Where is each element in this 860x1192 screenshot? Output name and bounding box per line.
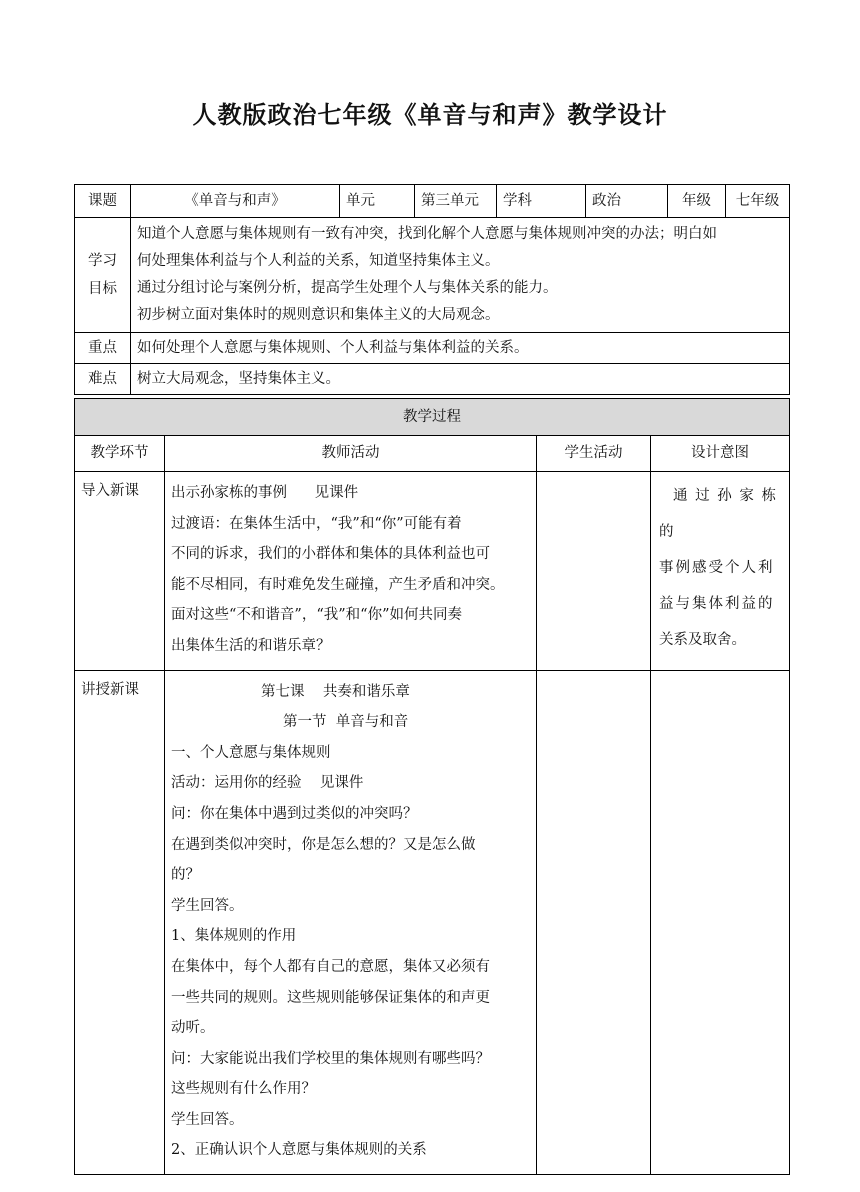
topic-label: 课题: [75, 185, 131, 218]
activity-line: 出示孙家栋的事例 见课件: [171, 485, 359, 501]
teacher-activity-intro: [165, 472, 537, 671]
activity-line: 活动：运用你的经验 见课件: [171, 775, 364, 792]
header-teacher-activity: 教师活动: [165, 436, 537, 472]
intent-line: 关系及取舍。: [659, 632, 746, 648]
header-stage: 教学环节: [75, 436, 165, 472]
grade-value: 七年级: [726, 185, 790, 218]
section-heading: 第一节 单音与和音: [283, 714, 409, 731]
document-title: 人教版政治七年级《单音与和声》教学设计: [192, 101, 668, 129]
grade-label: 年级: [668, 185, 726, 218]
activity-line: 一些共同的规则。这些规则能够保证集体的和声更: [171, 989, 490, 1006]
goal-line: 通过分组讨论与案例分析，提高学生处理个人与集体关系的能力。: [137, 280, 558, 296]
activity-line: 面对这些“不和谐音”，“我”和“你”如何共同奏: [171, 607, 462, 624]
student-activity-lecture: [537, 670, 651, 1175]
activity-line: 2、正确认识个人意愿与集体规则的关系: [171, 1142, 427, 1159]
goal-line: 何处理集体利益与个人利益的关系，知道坚持集体主义。: [137, 253, 500, 269]
activity-line: 学生回答。: [171, 897, 244, 914]
intent-line: 事例感受个人利: [659, 560, 775, 576]
student-activity-intro: [537, 472, 651, 671]
design-intent-lecture: [651, 670, 790, 1175]
goals-content: [131, 218, 790, 333]
lesson-info-table: [74, 184, 790, 395]
teaching-process-table: [74, 398, 790, 1175]
subject-value: 政治: [586, 185, 668, 218]
activity-line: 过渡语：在集体生活中，“我”和“你”可能有着: [171, 515, 462, 532]
stage-intro: 导入新课: [75, 472, 165, 671]
goal-line: 知道个人意愿与集体规则有一致有冲突，找到化解个人意愿与集体规则冲突的办法；明白如: [137, 226, 717, 242]
activity-line: 学生回答。: [171, 1111, 244, 1128]
goal-line: 初步树立面对集体时的规则意识和集体主义的大局观念。: [137, 307, 500, 323]
unit-label: 单元: [340, 185, 415, 218]
goals-label-line-2: 目标: [88, 281, 117, 297]
activity-line: 问：你在集体中遇到过类似的冲突吗？: [171, 805, 418, 822]
activity-line: 能不尽相同，有时难免发生碰撞，产生矛盾和冲突。: [171, 576, 505, 593]
activity-line: 在集体中，每个人都有自己的意愿，集体又必须有: [171, 958, 490, 975]
activity-line: 动听。: [171, 1020, 215, 1037]
goals-label: [75, 218, 131, 333]
activity-line: 1、集体规则的作用: [171, 928, 297, 945]
difficulty-point: 树立大局观念，坚持集体主义。: [131, 364, 790, 395]
key-label: 重点: [75, 333, 131, 364]
lecture-row: [75, 670, 790, 1175]
header-student-activity: 学生活动: [537, 436, 651, 472]
activity-line: 出集体生活的和谐乐章？: [171, 637, 331, 654]
difficulty-label: 难点: [75, 364, 131, 395]
intent-line: 通过孙家栋的: [659, 488, 781, 540]
goals-label-line-1: 学习: [88, 253, 117, 269]
key-point: 如何处理个人意愿与集体规则、个人利益与集体利益的关系。: [131, 333, 790, 364]
activity-line: 一、个人意愿与集体规则: [171, 744, 331, 761]
lesson-heading: 第七课 共奏和谐乐章: [261, 683, 410, 700]
teacher-activity-lecture: [165, 670, 537, 1175]
intro-row: [75, 472, 790, 671]
stage-lecture: 讲授新课: [75, 670, 165, 1175]
intent-line: 益与集体利益的: [659, 596, 775, 612]
activity-line: 问：大家能说出我们学校里的集体规则有哪些吗？: [171, 1050, 490, 1067]
unit-value: 第三单元: [415, 185, 497, 218]
subject-label: 学科: [497, 185, 586, 218]
activity-line: 在遇到类似冲突时，你是怎么想的？又是怎么做: [171, 836, 476, 853]
header-design-intent: 设计意图: [651, 436, 790, 472]
activity-line: 这些规则有什么作用？: [171, 1081, 316, 1098]
activity-line: 的？: [171, 867, 200, 884]
teaching-process-heading: 教学过程: [75, 399, 790, 436]
design-intent-intro: [651, 472, 790, 671]
activity-line: 不同的诉求，我们的小群体和集体的具体利益也可: [171, 546, 490, 563]
topic-value: 《单音与和声》: [131, 185, 340, 218]
